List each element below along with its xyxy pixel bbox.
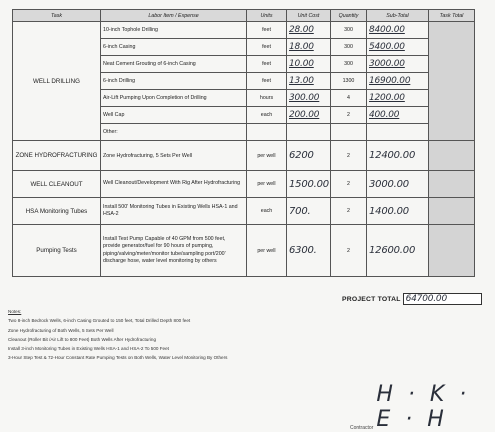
header-task: Task [13, 10, 101, 22]
task-total-cell [429, 171, 475, 198]
handwritten-signature: H · K · E · H [376, 382, 471, 432]
unit-cost-cell [287, 171, 331, 198]
subtotal-value: 1200.00 [369, 93, 405, 103]
project-total-label: PROJECT TOTAL [342, 295, 401, 303]
quantity-cell: 300 [331, 56, 367, 73]
project-total [342, 293, 482, 305]
unit-cost-value: 10.00 [289, 59, 314, 69]
item-cell: Well Cap [101, 107, 247, 124]
unit-cost-cell [287, 225, 331, 277]
note-line: Two 8-inch Bedrock Wells, 6-inch Casing Grouted to 150 feet, Total Drilled Depth 800 feet [8, 318, 191, 324]
subtotal-value: 3000.00 [369, 59, 405, 69]
subtotal-cell [367, 171, 429, 198]
unit-cost-cell [287, 90, 331, 107]
item-cell: 10-inch Tophole Drilling [101, 22, 247, 39]
units-cell: per well [247, 141, 287, 171]
item-cell: Neat Cement Grouting of 6-inch Casing [101, 56, 247, 73]
task-zone-hydrofracturing: ZONE HYDROFRACTURING [13, 141, 101, 171]
note-line: Cleanout (Roller Bit /Air Lift to 800 Feet) Both Wells After Hydrofracturing [8, 336, 156, 342]
signature-label: Contractor [350, 425, 374, 431]
unit-cost-cell [287, 141, 331, 171]
units-cell: hours [247, 90, 287, 107]
task-total-cell [429, 198, 475, 225]
quantity-cell: 1300 [331, 73, 367, 90]
unit-cost-cell [287, 56, 331, 73]
subtotal-value: 16900.00 [369, 76, 411, 86]
quantity-cell: 2 [331, 225, 367, 277]
table-row [13, 22, 475, 39]
quantity-cell [331, 124, 367, 141]
notes-title: Notes: [8, 309, 22, 314]
task-hsa-monitoring-tubes: HSA Monitoring Tubes [13, 198, 101, 225]
task-pumping-tests: Pumping Tests [13, 225, 101, 277]
subtotal-value: 12400.00 [369, 150, 416, 161]
unit-cost-value: 6200 [289, 150, 314, 161]
subtotal-cell [367, 22, 429, 39]
note-line: 3-Hour Step Test & 72-Hour Constant Rate Pumping Tests on Both Wells, Water Level Monitoring By Others [8, 355, 228, 361]
quantity-cell: 2 [331, 198, 367, 225]
item-cell: Zone Hydrofracturing, 5 Sets Per Well [101, 141, 247, 171]
task-total-cell [429, 141, 475, 171]
table-row [13, 198, 475, 225]
unit-cost-cell [287, 73, 331, 90]
subtotal-cell [367, 124, 429, 141]
note-line: Install 3-inch Monitoring Tubes in Existing Wells HSA-1 and HSA-2 To 500 Feet [8, 346, 169, 352]
subtotal-value: 8400.00 [369, 25, 405, 35]
unit-cost-value: 13.00 [289, 76, 314, 86]
table-row [13, 171, 475, 198]
subtotal-cell [367, 73, 429, 90]
units-cell: each [247, 198, 287, 225]
units-cell: per well [247, 225, 287, 277]
unit-cost-cell [287, 107, 331, 124]
unit-cost-value: 18.00 [289, 42, 314, 52]
subtotal-cell [367, 141, 429, 171]
header-labor: Labor Item / Expense [101, 10, 247, 22]
task-total-cell [429, 225, 475, 277]
quantity-cell: 300 [331, 22, 367, 39]
units-cell: feet [247, 73, 287, 90]
project-total-value: 64700.00 [405, 294, 447, 304]
task-total-cell [429, 22, 475, 141]
quantity-cell: 300 [331, 39, 367, 56]
unit-cost-value: 28.00 [289, 25, 314, 35]
subtotal-cell [367, 56, 429, 73]
unit-cost-value: 700. [289, 205, 311, 217]
unit-cost-value: 300.00 [289, 93, 320, 103]
item-cell: Install Test Pump Capable of 40 GPM from 500 feet, provide generator/fuel for 90 hours of pumping, piping/valving/meter/monitor tube/sampling port/200' discharge hose, water level monitoring by others [101, 225, 247, 277]
unit-cost-cell [287, 22, 331, 39]
unit-cost-value: 200.00 [289, 110, 320, 120]
header-quantity: Quantity [331, 10, 367, 22]
subtotal-cell [367, 198, 429, 225]
header-unit-cost: Unit Cost [287, 10, 331, 22]
task-well-drilling: WELL DRILLING [13, 22, 101, 141]
units-cell: feet [247, 22, 287, 39]
header-units: Units [247, 10, 287, 22]
subtotal-value: 1400.00 [369, 205, 409, 217]
units-cell: feet [247, 56, 287, 73]
item-cell: 6-inch Drilling [101, 73, 247, 90]
subtotal-value: 400.00 [369, 110, 400, 120]
item-cell: Air-Lift Pumping Upon Completion of Drilling [101, 90, 247, 107]
units-cell: feet [247, 39, 287, 56]
quantity-cell: 2 [331, 107, 367, 124]
unit-cost-cell [287, 198, 331, 225]
subtotal-value: 12600.00 [369, 245, 416, 256]
note-line: Zone Hydrofracturing of Both Wells, 5 Sets Per Well [8, 327, 114, 333]
unit-cost-cell [287, 39, 331, 56]
item-cell: Install 500' Monitoring Tubes in Existing Wells HSA-1 and HSA-2 [101, 198, 247, 225]
subtotal-cell [367, 107, 429, 124]
cost-table [12, 9, 475, 277]
subtotal-cell [367, 225, 429, 277]
unit-cost-cell [287, 124, 331, 141]
table-row [13, 225, 475, 277]
quantity-cell: 2 [331, 141, 367, 171]
header-row [13, 10, 475, 22]
item-cell: Other: [101, 124, 247, 141]
notes-section [8, 307, 488, 363]
subtotal-value: 3000.00 [369, 178, 409, 190]
units-cell: per well [247, 171, 287, 198]
header-subtotal: Sub-Total [367, 10, 429, 22]
units-cell: each [247, 107, 287, 124]
units-cell [247, 124, 287, 141]
quantity-cell: 4 [331, 90, 367, 107]
table-row [13, 141, 475, 171]
unit-cost-value: 6300. [289, 245, 317, 256]
task-well-cleanout: WELL CLEANOUT [13, 171, 101, 198]
subtotal-cell [367, 39, 429, 56]
unit-cost-value: 1500.00 [289, 178, 329, 190]
quantity-cell: 2 [331, 171, 367, 198]
item-cell: Well Cleanout/Development With Rig After Hydrofracturing [101, 171, 247, 198]
header-task-total: Task Total [429, 10, 475, 22]
subtotal-value: 5400.00 [369, 42, 405, 52]
signature-area [350, 382, 495, 432]
item-cell: 6-inch Casing [101, 39, 247, 56]
project-total-field[interactable] [403, 293, 482, 305]
subtotal-cell [367, 90, 429, 107]
